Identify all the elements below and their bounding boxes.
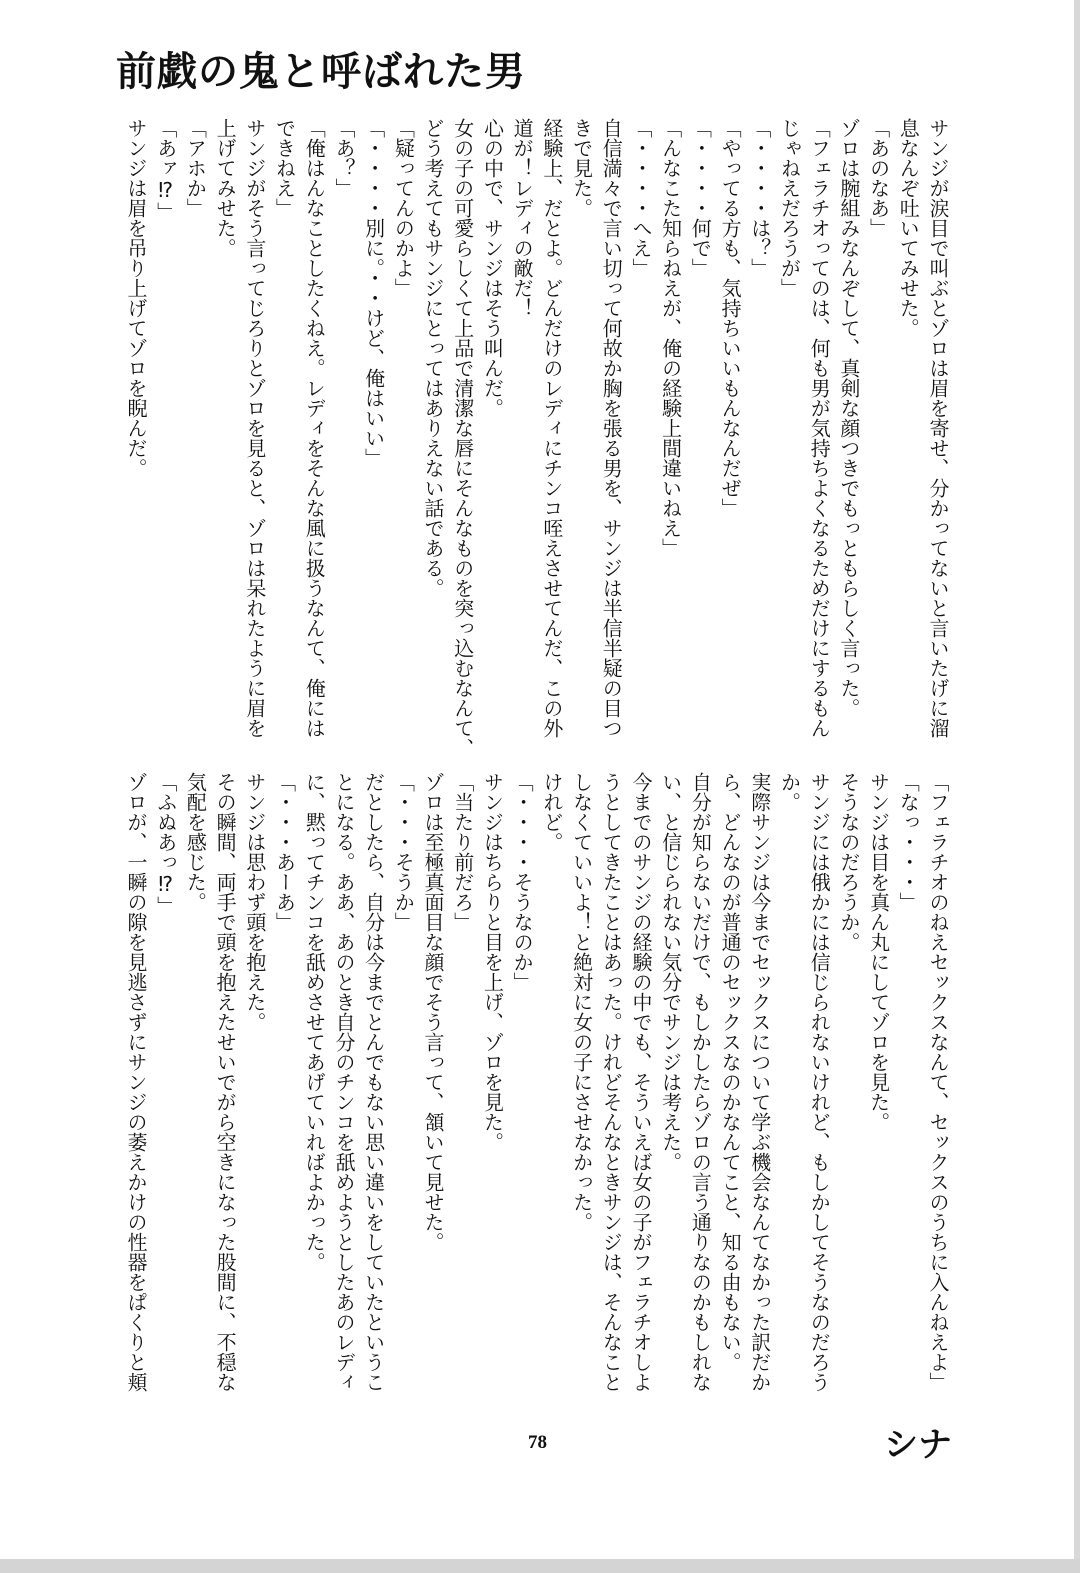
text-line: ゾロは腕組みなんぞして、真剣な顔つきでもっともらしく言った。 [836,118,861,718]
text-line: 「・・・・そうなのか」 [510,772,535,992]
text-line: ゾロは至極真面目な顔でそう言って、頷いて見せた。 [421,772,446,1252]
text-line: 「・・・・何で」 [688,118,713,278]
text-line: そうなのだろうか。 [836,772,861,952]
text-line: サンジは思わず頭を抱えた。 [242,772,267,1032]
text-line: 心の中で、サンジはそう叫んだ。 [480,118,505,418]
text-line: だとしたら、自分は今までとんでもない思い違いをしていたというこ [361,772,386,1392]
text-line: 実際サンジは今までセックスについて学ぶ機会なんてなかった訳だか [747,772,772,1392]
text-line: ゾロが、一瞬の隙を見逃さずにサンジの萎えかけの性器をぱくりと頬 [124,772,149,1392]
text-line: 「フェラチオってのは、何も男が気持ちよくなるためだけにするもん [807,118,832,738]
text-line: 息なんぞ吐いてみせた。 [896,118,921,338]
text-line: 「・・・・は？」 [747,118,772,278]
text-line: 今までのサンジの経験の中でも、そういえば女の子がフェラチオしよ [628,772,653,1392]
text-line: きで見た。 [569,118,594,218]
text-line: サンジには俄かには信じられないけれど、もしかしてそうなのだろう [807,772,832,1392]
text-line: 自信満々で言い切って何故か胸を張る男を、サンジは半信半疑の目つ [599,118,624,738]
text-line: 「俺はんなことしたくねえ。レディをそんな風に扱うなんて、俺には [302,118,327,738]
author-name: シナ [884,1425,952,1465]
text-line: とになる。ああ、あのとき自分のチンコを舐めようとしたあのレディ [331,772,356,1392]
story-title: 前戯の鬼と呼ばれた男 [116,49,526,95]
text-line: 「・・・・別に。・・けど、俺はいい」 [361,118,386,468]
text-line: 女の子の可愛らしくて上品で清潔な唇にそんなものを突っ込むなんて、 [450,118,475,758]
text-line: サンジは目を真ん丸にしてゾロを見た。 [866,772,891,1132]
scan-edge [0,1559,1080,1573]
text-line: うとしてきたことはあった。けれどそんなときサンジは、そんなこと [599,772,624,1392]
text-line: 自分が知らないだけで、もしかしたらゾロの言う通りなのかもしれな [688,772,713,1392]
text-line: けれど。 [539,772,564,852]
text-line: ら、どんなのが普通のセックスなのかなんてこと、知る由もない。 [718,772,743,1372]
text-line: 「あ？」 [331,118,356,198]
text-line: サンジがそう言ってじろりとゾロを見ると、ゾロは呆れたように眉を [242,118,267,738]
text-line: 「当たり前だろ」 [450,772,475,932]
text-line: 「・・・・へえ」 [628,118,653,278]
text-line: か。 [777,772,802,812]
text-line: 「ふぬあっ⁉」 [153,772,178,916]
text-line: できねえ」 [272,118,297,218]
scan-edge [1074,0,1080,1573]
text-line: 「なっ・・・」 [896,772,921,912]
text-line: 「・・・そうか」 [391,772,416,932]
text-line: 「・・・あーあ」 [272,772,297,932]
text-block-upper [120,118,952,758]
text-line: サンジが涙目で叫ぶとゾロは眉を寄せ、分かってないと言いたげに溜 [926,118,950,738]
text-line: しなくていいよ！と絶対に女の子にさせなかった。 [569,772,594,1232]
text-line: 「やってる方も、気持ちいいもんなんだぜ」 [718,118,743,518]
text-line: どう考えてもサンジにとってはありえない話である。 [421,118,446,598]
text-line: 「アホか」 [183,118,208,218]
text-line: 「フェラチオのねえセックスなんて、セックスのうちに入んねえよ」 [926,772,950,1392]
text-line: い、と信じられない気分でサンジは考えた。 [658,772,683,1172]
text-line: その瞬間、両手で頭を抱えたせいでがら空きになった股間に、不穏な [213,772,238,1392]
text-line: 道が！レディの敵だ！ [510,118,535,318]
text-line: 上げてみせた。 [213,118,238,258]
text-line: 「んなこた知らねえが、俺の経験上間違いねえ」 [658,118,683,558]
text-line: じゃねえだろうが」 [777,118,802,298]
text-line: 「あのなあ」 [866,118,891,238]
text-line: サンジはちらりと目を上げ、ゾロを見た。 [480,772,505,1152]
text-block-lower [120,772,952,1412]
text-line: 気配を感じた。 [183,772,208,912]
page-number: 78 [528,1432,547,1453]
text-line: サンジは眉を吊り上げてゾロを睨んだ。 [124,118,149,478]
text-line: 経験上、だとよ。どんだけのレディにチンコ咥えさせてんだ、この外 [539,118,564,738]
text-line: に、黙ってチンコを舐めさせてあげていればよかった。 [302,772,327,1272]
text-line: 「疑ってんのかよ」 [391,118,416,298]
text-line: 「あァ⁉」 [153,118,178,222]
